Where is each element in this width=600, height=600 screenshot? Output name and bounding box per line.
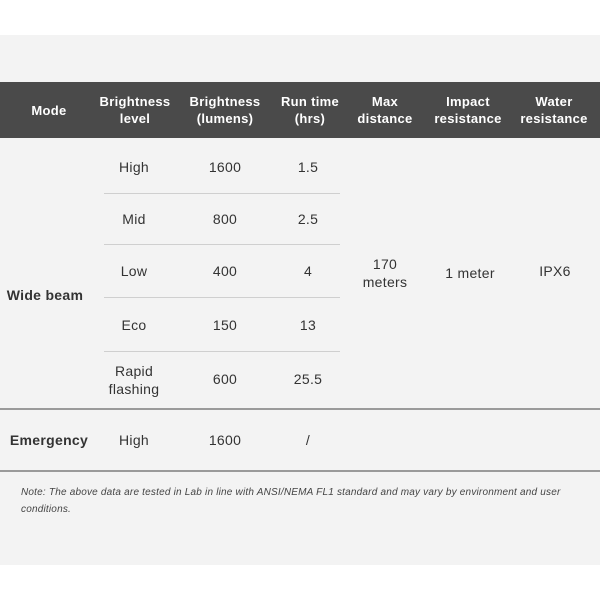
impact-resistance-value: 1 meter [445,265,495,281]
runtime-eco: 13 [299,317,317,333]
level-eco: Eco [121,317,147,333]
lumens-low: 400 [212,263,238,279]
emergency-level: High [119,432,149,448]
max-distance-value: 170 meters [362,256,408,290]
level-rapid-flashing: Rapid flashing [108,363,160,397]
header-brightness-lumens: Brightness (lumens) [189,94,261,126]
header-impact-resistance: Impact resistance [434,94,502,126]
emergency-runtime: / [305,432,311,448]
lumens-rapid-flashing: 600 [212,371,238,387]
lumens-eco: 150 [212,317,238,333]
header-max-distance: Max distance [357,94,413,126]
header-brightness-level: Brightness level [99,94,171,126]
header-mode: Mode [31,102,67,118]
row-divider [104,297,340,298]
footnote: Note: The above data are tested in Lab in line with ANSI/NEMA FL1 standard and may vary by environment and user conditions. [21,487,561,515]
runtime-rapid-flashing: 25.5 [293,371,323,387]
table-header [0,82,600,138]
level-low: Low [120,263,148,279]
emergency-lumens: 1600 [208,432,242,448]
group-divider [0,408,600,410]
mode-emergency: Emergency [9,432,89,448]
table-bottom-border [0,470,600,472]
level-high: High [119,159,149,175]
lumens-high: 1600 [208,159,242,175]
runtime-high: 1.5 [297,159,319,175]
row-divider [104,351,340,352]
runtime-low: 4 [303,263,313,279]
header-run-time: Run time (hrs) [280,94,339,126]
lumens-mid: 800 [212,211,238,227]
level-mid: Mid [122,211,146,227]
row-divider [104,193,340,194]
row-divider [104,244,340,245]
water-resistance-value: IPX6 [539,263,571,279]
header-water-resistance: Water resistance [520,94,588,126]
mode-wide-beam: Wide beam [6,287,84,303]
runtime-mid: 2.5 [297,211,319,227]
